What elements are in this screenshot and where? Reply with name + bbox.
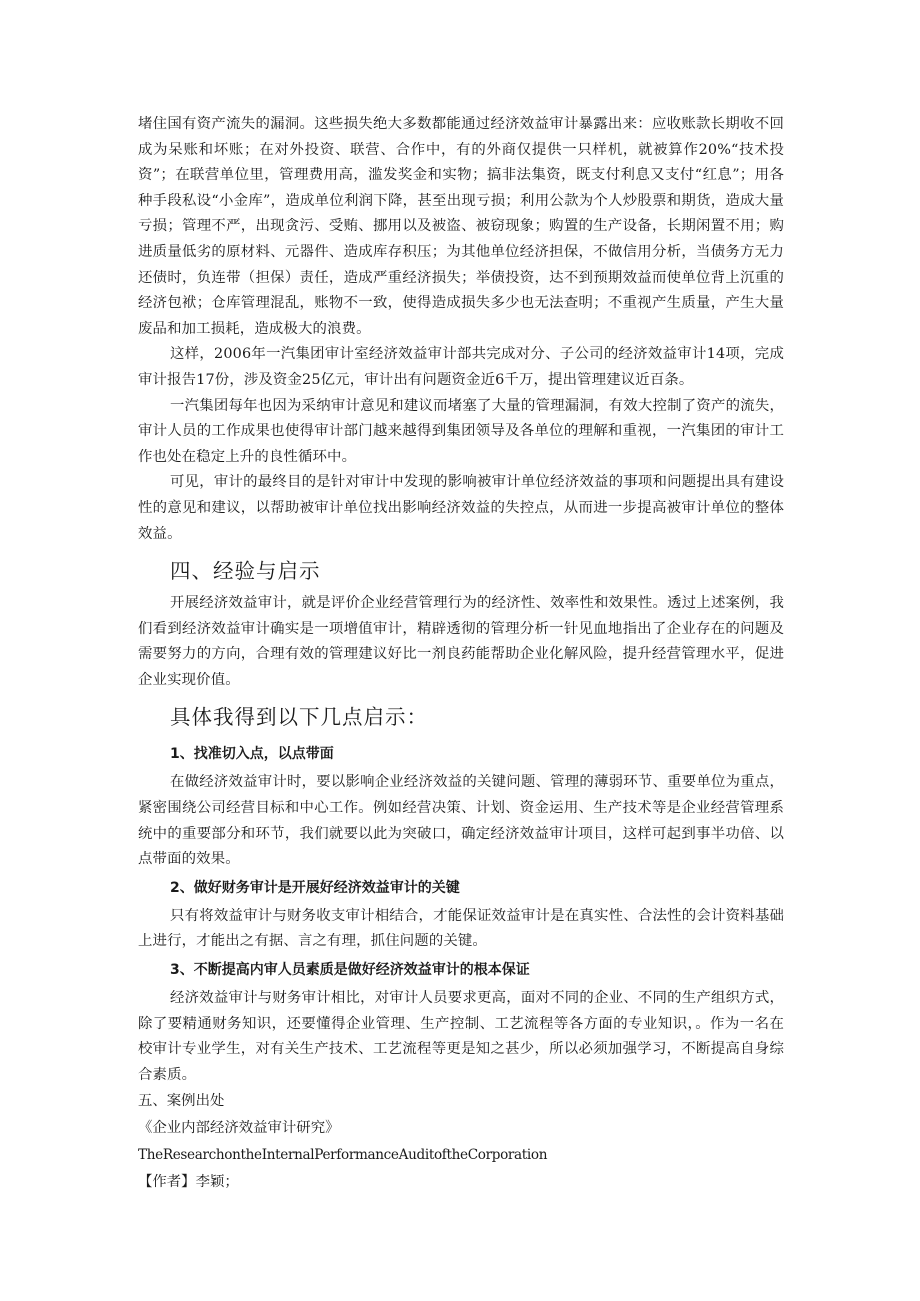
point-1-text: 在做经济效益审计时，要以影响企业经济效益的关键问题、管理的薄弱环节、重要单位为重点，紧密围绕公司经营目标和中心工作。例如经营决策、计划、资金运用、生产技术等是企业经营管理系统中的重要部分和环节，我们就要以此为突破口，确定经济效益审计项目，这样可起到事半功倍、以点带面的效果。 (138, 774, 784, 868)
source-title-cn: 《企业内部经济效益审计研究》 (138, 1120, 340, 1137)
paragraph-losses: 堵住国有资产流失的漏洞。这些损失绝大多数都能通过经济效益审计暴露出来：应收账款长期收不回成为呆账和坏账；在对外投资、联营、合作中，有的外商仅提供一只样机，就被算作20%“技术投资”；在联营单位里，管理费用高，滥发奖金和实物；搞非法集资，既支付利息又支付“红息”；用各种手段私设“小金库”，造成单位利润下降，甚至出现亏损；利用公款为个人炒股票和期货，造成大量亏损；管理不严，出现贪污、受贿、挪用以及被盗、被窃现象；购置的生产设备，长期闲置不用；购进质量低劣的原材料、元器件、造成库存积压；为其他单位经济担保，不做信用分析，当债务方无力还债时，负连带（担保）责任，造成严重经济损失；举债投资，达不到预期效益而使单位背上沉重的经济包袱；仓库管理混乱，账物不一致，使得造成损失多少也无法查明；不重视产生质量，产生大量废品和加工损耗，造成极大的浪费。 (138, 116, 784, 337)
source-author: 【作者】李颖； (138, 1174, 239, 1191)
point-3-text: 经济效益审计与财务审计相比，对审计人员要求更高，面对不同的企业、不同的生产组织方式，除了要精通财务知识，还要懂得企业管理、生产控制、工艺流程等各方面的专业知识，。作为一名在校审计专业学生，对有关生产技术、工艺流程等更是知之甚少，所以必须加强学习，不断提高自身综合素质。 (138, 990, 784, 1083)
paragraph-conclusion: 可见，审计的最终目的是针对审计中发现的影响被审计单位经济效益的事项和问题提出具有建设性的意见和建议，以帮助被审计单位找出影响经济效益的失控点，从而进一步提高被审计单位的整体效益。 (138, 474, 784, 542)
document-page (138, 112, 784, 1196)
source-title-en: TheResearchontheInternalPerformanceAuditoftheCorporation (138, 1147, 548, 1164)
point-1-title: 1、找准切入点，以点带面 (170, 746, 334, 763)
section-5-heading: 五、案例出处 (138, 1093, 225, 1110)
insights-subheading: 具体我得到以下几点启示： (170, 705, 428, 730)
section-4-intro: 开展经济效益审计，就是评价企业经营管理行为的经济性、效率性和效果性。透过上述案例，我们看到经济效益审计确实是一项增值审计，精辟透彻的管理分析一针见血地指出了企业存在的问题及需要努力的方向，合理有效的管理建议好比一剂良药能帮助企业化解风险，提升经营管理水平，促进企业实现价值。 (138, 595, 784, 688)
point-2-title: 2、做好财务审计是开展好经济效益审计的关键 (170, 879, 460, 896)
paragraph-faw-results: 一汽集团每年也因为采纳审计意见和建议而堵塞了大量的管理漏洞，有效大控制了资产的流失，审计人员的工作成果也使得审计部门越来越得到集团领导及各单位的理解和重视，一汽集团的审计工作也处在稳定上升的良性循环中。 (138, 397, 784, 465)
paragraph-statistics: 这样，2006年一汽集团审计室经济效益审计部共完成对分、子公司的经济效益审计14项，完成审计报告17份，涉及资金25亿元，审计出有问题资金近6千万，提出管理建议近百条。 (138, 346, 784, 388)
point-2-text: 只有将效益审计与财务收支审计相结合，才能保证效益审计是在真实性、合法性的会计资料基础上进行，才能出之有据、言之有理，抓住问题的关键。 (138, 907, 784, 950)
point-3-title: 3、不断提高内审人员素质是做好经济效益审计的根本保证 (170, 962, 530, 979)
section-4-heading: 四、经验与启示 (170, 559, 321, 584)
